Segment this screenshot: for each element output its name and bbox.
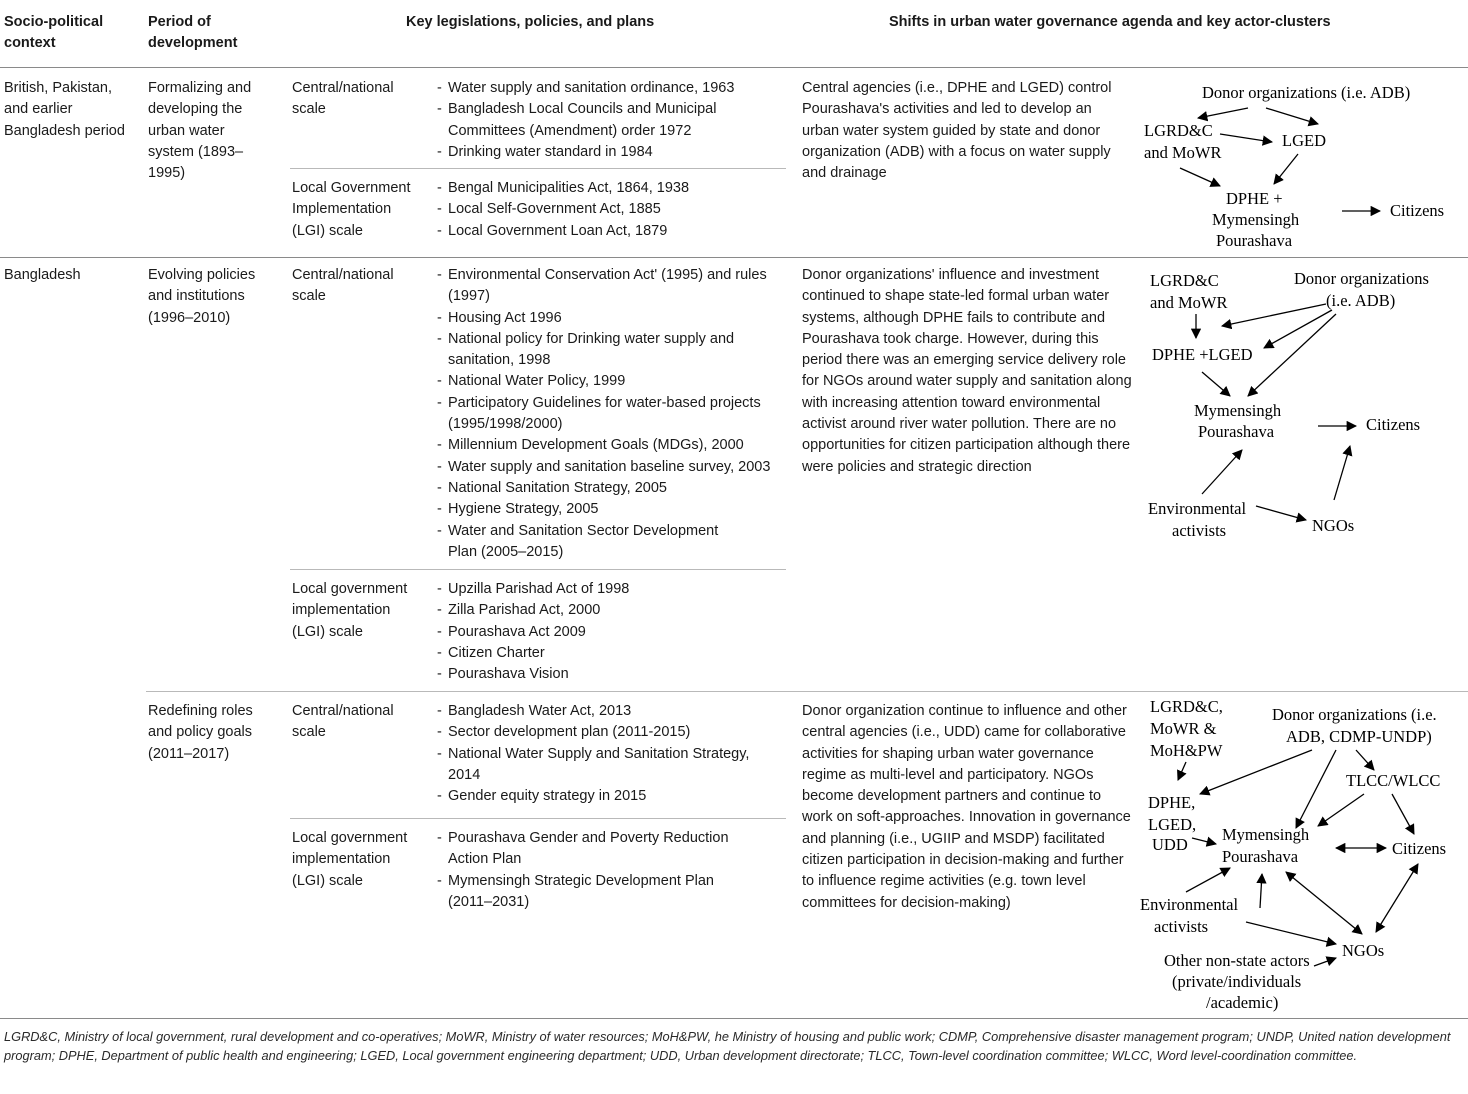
node-mymensingh-2: Pourashava (1222, 847, 1299, 866)
header-legislation: Key legislations, policies, and plans (406, 14, 655, 30)
row3-central-list (437, 701, 782, 807)
list-item: - Pourashava Act 2009 (437, 622, 782, 643)
node-lgrd-2: and MoWR (1150, 293, 1228, 312)
edge-lgrd-lged (1220, 134, 1272, 142)
list-item: - Mymensingh Strategic Development Plan (2011–2031) (437, 871, 718, 914)
node-donor-2: (i.e. ADB) (1326, 291, 1396, 310)
row2-sub-rule (290, 569, 786, 570)
edge-ngos-citizens (1334, 446, 1350, 500)
list-item: - Bangladesh Local Councils and Municipal Committees (Amendment) order 1972 (437, 99, 782, 142)
row1-local-scale: Local Government Implementation (LGI) scale (292, 180, 411, 239)
edge-env-mymensingh (1202, 450, 1242, 494)
node-dphe: DPHE, (1148, 793, 1196, 812)
header-rule (0, 67, 1468, 68)
row1-rule (0, 257, 1468, 258)
node-donor: Donor organizations (i.e. (1272, 705, 1437, 724)
row1-sub-rule (290, 168, 786, 169)
edge-env-mymensingh (1186, 868, 1230, 892)
list-item: - Pourashava Gender and Poverty Reduction Action Plan (437, 828, 757, 871)
header-shifts: Shifts in urban water governance agenda and key actor-clusters (889, 14, 1331, 30)
node-donor: Donor organizations (1294, 269, 1429, 288)
edge-dphe-mymensingh (1192, 838, 1216, 844)
row3-shift-text: Donor organization continue to influence and other central agencies (i.e., UDD) came for collaborative activities for shaping urban water governance regime as multi-level and participatory. NGOs become development partners and continue to work on soft-approaches. Innovation in governance and planning (i.e., UGIIP and MSDP) facilitated citizen participation in decision-making and further to influence regime activities (e.g. town level committees for decision-making) (802, 703, 1131, 911)
edge-env-ngos (1246, 922, 1336, 944)
table-footnote: LGRD&C, Ministry of local government, rural development and co-operatives; MoWR, Ministry of water resources; MoH&PW, he Ministry of housing and public work; CDMP, Comprehensive disaster management program; UNDP, United nation development program; DPHE, Department of public health and engineering; LGED, Local government engineering department; UDD, Urban development directorate; TLCC, Town-level coordination committee; WLCC, Word level-coordination committee. (4, 1029, 1451, 1063)
node-env-2: activists (1154, 917, 1209, 936)
list-item: - Water supply and sanitation baseline survey, 2003 (437, 457, 789, 478)
edge-other-ngos (1314, 958, 1336, 966)
row2-central-scale: Central/national scale (292, 267, 394, 305)
row3-period: Redefining roles and policy goals (2011–2017) (148, 703, 253, 762)
list-item: - Millennium Development Goals (MDGs), 2000 (437, 435, 789, 456)
row2-local-list (437, 579, 782, 685)
node-dphe: DPHE +LGED (1152, 345, 1253, 364)
list-item: - Water supply and sanitation ordinance, 1963 (437, 78, 782, 99)
row1-central-scale: Central/national scale (292, 80, 394, 118)
row1-actor-diagram (1136, 74, 1468, 254)
row3-actor-diagram (1136, 696, 1468, 1014)
node-ngos: NGOs (1342, 941, 1385, 960)
edge-lgrd-dphe (1178, 762, 1186, 780)
header-context: Socio-political context (4, 14, 104, 52)
node-lgrd-2: and MoWR (1144, 143, 1222, 162)
row2-central-list (437, 265, 789, 563)
node-lgrd-3: MoH&PW (1150, 741, 1223, 760)
node-donor: Donor organizations (i.e. ADB) (1202, 83, 1411, 102)
node-env: Environmental (1148, 499, 1247, 518)
list-item: - Participatory Guidelines for water-based projects (1995/1998/2000) (437, 393, 789, 436)
edge-lged-dphe (1274, 154, 1298, 184)
edge-env-ngos (1256, 506, 1306, 520)
row1-local-list (437, 178, 782, 242)
row2-period: Evolving policies and institutions (1996–2010) (148, 267, 256, 326)
list-item: - Pourashava Vision (437, 664, 782, 685)
list-item: - National Water Supply and Sanitation Strategy, 2014 (437, 744, 782, 787)
row1-context: British, Pakistan, and earlier Bangladesh period (4, 80, 125, 139)
node-dphe-3: UDD (1152, 835, 1188, 854)
edge-donor-mymensingh (1248, 314, 1336, 396)
list-item: - Drinking water standard in 1984 (437, 142, 782, 163)
row3-local-scale: Local government implementation (LGI) scale (292, 830, 408, 889)
list-item: - Hygiene Strategy, 2005 (437, 499, 789, 520)
edge-donor-dphe (1264, 310, 1332, 348)
list-item: - Local Self-Government Act, 1885 (437, 199, 782, 220)
header-period: Period of development (148, 14, 238, 52)
edge-donor-lgrd (1198, 108, 1248, 118)
list-item: - Bangladesh Water Act, 2013 (437, 701, 782, 722)
row1-period: Formalizing and developing the urban water system (1893–1995) (148, 80, 252, 182)
edge-dphe-mymensingh (1202, 372, 1230, 396)
node-lged: LGED (1282, 131, 1326, 150)
node-lgrd: LGRD&C, (1150, 697, 1223, 716)
node-mymensingh: Mymensingh (1194, 401, 1282, 420)
node-lgrd: LGRD&C (1150, 271, 1219, 290)
node-env: Environmental (1140, 895, 1239, 914)
row3-local-list (437, 828, 757, 913)
node-citizens: Citizens (1392, 839, 1447, 858)
list-item: - Gender equity strategy in 2015 (437, 786, 782, 807)
list-item: - National Water Policy, 1999 (437, 371, 789, 392)
row2-context: Bangladesh (4, 267, 81, 283)
list-item: - Citizen Charter (437, 643, 782, 664)
edge-env-other-mymensingh (1260, 874, 1262, 908)
node-mymensingh: Mymensingh (1222, 825, 1310, 844)
table-bottom-rule (0, 1018, 1468, 1019)
edge-ngos-citizens (1376, 864, 1418, 932)
node-tlcc: TLCC/WLCC (1346, 771, 1441, 790)
edge-donor-lged (1266, 108, 1318, 124)
list-item: - Environmental Conservation Act' (1995) and rules (1997) (437, 265, 789, 308)
list-item: - Housing Act 1996 (437, 308, 789, 329)
edge-ngos-mymensingh (1286, 872, 1362, 934)
node-ngos: NGOs (1312, 516, 1355, 535)
row1-shift-text: Central agencies (i.e., DPHE and LGED) control Pourashava's activities and led to develop an urban water system guided by state and donor organization (ADB) with a focus on water supply and drainage (802, 80, 1112, 182)
node-dphe-3: Pourashava (1216, 231, 1293, 250)
node-lgrd-2: MoWR & (1150, 719, 1217, 738)
list-item: - National policy for Drinking water supply and sanitation, 1998 (437, 329, 789, 372)
row3-central-scale: Central/national scale (292, 703, 394, 741)
row2-local-scale: Local government implementation (LGI) scale (292, 581, 408, 640)
node-mymensingh-2: Pourashava (1198, 422, 1275, 441)
node-dphe-2: Mymensingh (1212, 210, 1300, 229)
row2-shift-text: Donor organizations' influence and investment continued to shape state-led formal urban water systems, although DPHE fails to contribute and Pourashava took charge. However, during this period there was an emerging service delivery role for NGOs around water supply and sanitation along with increasing attention toward environmental activist around river water pollution. There are no opportunities for citizen participation although there were policies and strategic direction (802, 267, 1132, 475)
edge-tlcc-mymensingh (1318, 794, 1364, 826)
list-item: - National Sanitation Strategy, 2005 (437, 478, 789, 499)
row2-rule (146, 691, 1468, 692)
row2-actor-diagram (1136, 262, 1468, 552)
list-item: - Upzilla Parishad Act of 1998 (437, 579, 782, 600)
row3-sub-rule (290, 818, 786, 819)
list-item: - Water and Sanitation Sector Development Plan (2005–2015) (437, 521, 738, 564)
row1-central-list (437, 78, 782, 163)
edge-donor-mymensingh (1296, 750, 1336, 828)
node-dphe: DPHE + (1226, 189, 1283, 208)
node-citizens: Citizens (1390, 201, 1445, 220)
node-env-2: activists (1172, 521, 1227, 540)
node-other: Other non-state actors (1164, 951, 1310, 970)
list-item: - Local Government Loan Act, 1879 (437, 221, 782, 242)
list-item: - Sector development plan (2011-2015) (437, 722, 782, 743)
edge-tlcc-citizens (1392, 794, 1414, 834)
node-dphe-2: LGED, (1148, 815, 1197, 834)
node-other-2: (private/individuals (1172, 972, 1302, 991)
node-lgrd: LGRD&C (1144, 121, 1213, 140)
edge-lgrd-dphe (1180, 168, 1220, 186)
list-item: - Bengal Municipalities Act, 1864, 1938 (437, 178, 782, 199)
node-citizens: Citizens (1366, 415, 1421, 434)
node-donor-2: ADB, CDMP-UNDP) (1286, 727, 1432, 746)
edge-donor-tlcc (1356, 750, 1374, 770)
node-other-3: /academic) (1206, 993, 1279, 1012)
list-item: - Zilla Parishad Act, 2000 (437, 600, 782, 621)
